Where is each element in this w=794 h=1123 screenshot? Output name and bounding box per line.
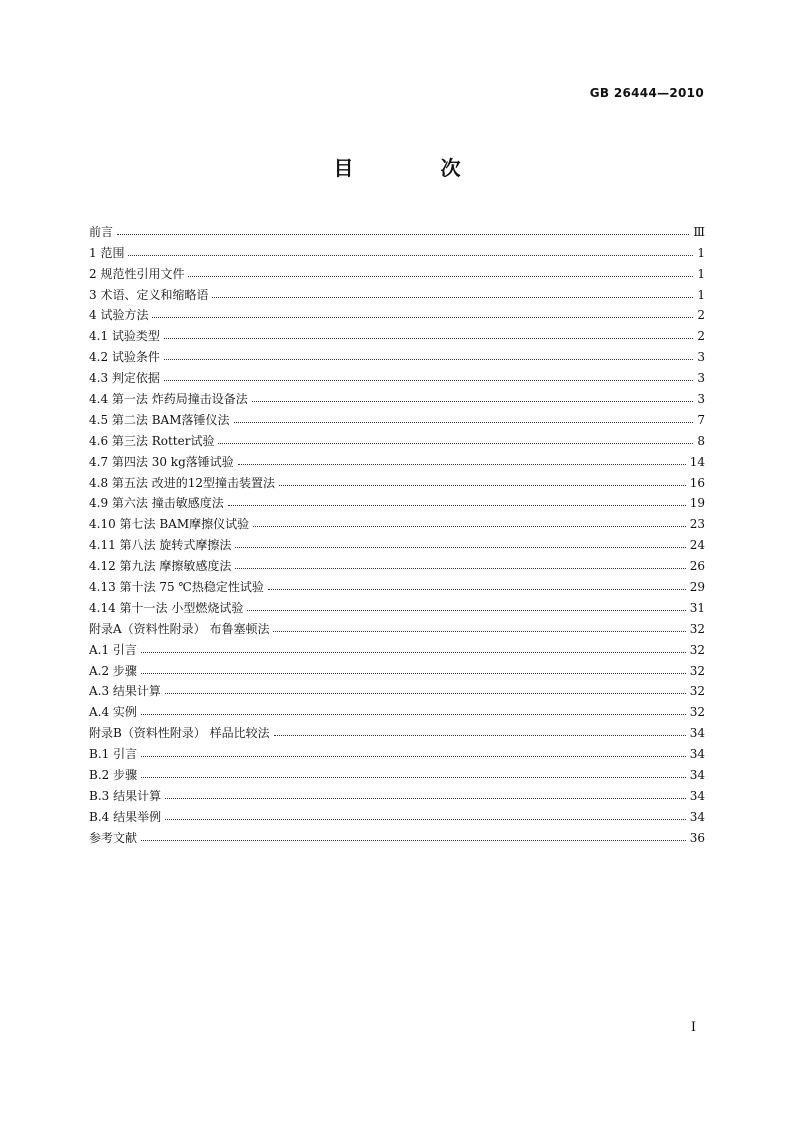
toc-entry[interactable]: [89, 782, 705, 803]
toc-entry-page: 1: [697, 266, 705, 281]
toc-entry-page: 34: [689, 788, 705, 803]
toc-entry-label: A.1 引言: [89, 642, 137, 657]
toc-entry-page: 29: [689, 580, 705, 595]
toc-entry-label: 参考文献: [89, 830, 138, 845]
toc-entry-page: 1: [697, 245, 705, 260]
toc-entry[interactable]: [89, 448, 705, 469]
toc-entry[interactable]: [89, 510, 705, 531]
toc-entry[interactable]: [89, 657, 705, 678]
toc-entry-page: Ⅲ: [693, 224, 705, 239]
toc-entry[interactable]: [89, 260, 705, 281]
toc-dot-leader: [212, 297, 693, 298]
toc-entry-label: 4.7 第四法 30 kg落锤试验: [89, 454, 234, 469]
toc-entry-page: 32: [689, 621, 705, 636]
toc-entry-label: 4.12 第九法 摩擦敏感度法: [89, 559, 232, 574]
toc-entry-label: 4.4 第一法 炸药局撞击设备法: [89, 392, 248, 407]
toc-dot-leader: [253, 526, 686, 527]
toc-entry-page: 34: [689, 809, 705, 824]
toc-entry-label: 附录B（资料性附录） 样品比较法: [89, 726, 270, 741]
toc-entry-page: 36: [689, 830, 705, 845]
toc-entry[interactable]: [89, 803, 705, 824]
page-number: Ⅰ: [690, 1020, 696, 1035]
toc-entry-label: A.3 结果计算: [89, 684, 161, 699]
toc-entry[interactable]: [89, 427, 705, 448]
toc-entry[interactable]: [89, 385, 705, 406]
toc-dot-leader: [164, 338, 693, 339]
toc-dot-leader: [273, 631, 685, 632]
toc-dot-leader: [165, 693, 686, 694]
toc-entry-page: 8: [697, 433, 705, 448]
toc-entry[interactable]: [89, 531, 705, 552]
toc-entry-page: 3: [697, 392, 705, 407]
toc-entry-page: 14: [689, 454, 705, 469]
toc-entry-page: 24: [689, 538, 705, 553]
toc-entry-label: 4.14 第十一法 小型燃烧试验: [89, 600, 244, 615]
toc-dot-leader: [268, 589, 686, 590]
standard-number: GB 26444—2010: [589, 86, 704, 100]
toc-entry[interactable]: [89, 824, 705, 845]
toc-entry-label: B.1 引言: [89, 747, 138, 762]
toc-entry[interactable]: [89, 698, 705, 719]
toc-dot-leader: [218, 443, 693, 444]
toc-entry[interactable]: [89, 761, 705, 782]
toc-entry-page: 3: [697, 350, 705, 365]
toc-dot-leader: [117, 234, 689, 235]
toc-dot-leader: [188, 276, 693, 277]
toc-dot-leader: [128, 255, 693, 256]
toc-entry[interactable]: [89, 343, 705, 364]
toc-entry[interactable]: [89, 239, 705, 260]
toc-entry-label: B.2 步骤: [89, 768, 138, 783]
toc-entry[interactable]: [89, 469, 705, 490]
toc-dot-leader: [164, 380, 693, 381]
toc-dot-leader: [234, 422, 694, 423]
toc-entry-label: 4.8 第五法 改进的12型撞击装置法: [89, 475, 275, 490]
toc-entry-label: A.4 实例: [89, 705, 137, 720]
toc-entry-page: 26: [689, 559, 705, 574]
toc-entry-page: 19: [689, 496, 705, 511]
toc-entry[interactable]: [89, 552, 705, 573]
toc-entry[interactable]: [89, 719, 705, 740]
toc-entry-label: 1 范围: [89, 245, 125, 260]
toc-dot-leader: [252, 401, 693, 402]
toc-entry-page: 32: [689, 642, 705, 657]
toc-dot-leader: [141, 714, 686, 715]
toc-entry-label: 4.3 判定依据: [89, 371, 160, 386]
toc-dot-leader: [235, 547, 685, 548]
toc-entry-label: 4.9 第六法 撞击敏感度法: [89, 496, 224, 511]
toc-entry-page: 34: [689, 768, 705, 783]
toc-entry-label: 4.6 第三法 Rotter试验: [89, 433, 215, 448]
toc-entry[interactable]: [89, 573, 705, 594]
toc-entry-page: 34: [689, 747, 705, 762]
toc-entry[interactable]: [89, 302, 705, 323]
toc-dot-leader: [141, 777, 686, 778]
table-of-contents: [89, 218, 705, 845]
toc-dot-leader: [141, 652, 686, 653]
toc-dot-leader: [164, 359, 693, 360]
toc-entry-label: B.4 结果举例: [89, 809, 162, 824]
toc-entry[interactable]: [89, 636, 705, 657]
toc-dot-leader: [141, 840, 686, 841]
toc-entry-page: 16: [689, 475, 705, 490]
toc-entry[interactable]: [89, 678, 705, 699]
toc-entry[interactable]: [89, 218, 705, 239]
toc-dot-leader: [141, 673, 686, 674]
toc-entry-page: 2: [697, 329, 705, 344]
toc-dot-leader: [274, 735, 686, 736]
toc-entry-label: 4.5 第二法 BAM落锤仪法: [89, 412, 230, 427]
toc-entry[interactable]: [89, 281, 705, 302]
toc-dot-leader: [165, 798, 686, 799]
toc-entry[interactable]: [89, 594, 705, 615]
toc-entry-page: 1: [697, 287, 705, 302]
toc-entry[interactable]: [89, 364, 705, 385]
toc-entry-label: 3 术语、定义和缩略语: [89, 287, 209, 302]
toc-entry-page: 32: [689, 663, 705, 678]
toc-entry-label: 4.10 第七法 BAM摩擦仪试验: [89, 517, 250, 532]
toc-dot-leader: [238, 464, 686, 465]
toc-entry-label: 4 试验方法: [89, 308, 149, 323]
toc-entry-label: 2 规范性引用文件: [89, 266, 185, 281]
toc-entry[interactable]: [89, 615, 705, 636]
toc-entry-page: 32: [689, 684, 705, 699]
toc-title: 目 次: [333, 156, 501, 180]
toc-entry-page: 34: [689, 726, 705, 741]
toc-entry-page: 3: [697, 371, 705, 386]
toc-entry-label: A.2 步骤: [89, 663, 137, 678]
toc-entry-page: 7: [697, 412, 705, 427]
toc-dot-leader: [235, 568, 685, 569]
toc-entry-page: 32: [689, 705, 705, 720]
toc-entry[interactable]: [89, 490, 705, 511]
toc-dot-leader: [228, 505, 686, 506]
toc-entry[interactable]: [89, 740, 705, 761]
toc-entry-page: 23: [689, 517, 705, 532]
toc-entry[interactable]: [89, 322, 705, 343]
toc-entry-label: 前言: [89, 224, 114, 239]
toc-dot-leader: [141, 756, 686, 757]
toc-entry-label: 4.11 第八法 旋转式摩擦法: [89, 538, 232, 553]
toc-dot-leader: [165, 819, 686, 820]
toc-entry-label: B.3 结果计算: [89, 788, 162, 803]
toc-dot-leader: [152, 317, 693, 318]
toc-entry-label: 4.2 试验条件: [89, 350, 160, 365]
toc-entry-label: 附录A（资料性附录） 布鲁塞顿法: [89, 621, 270, 636]
toc-entry-label: 4.13 第十法 75 ℃热稳定性试验: [89, 580, 264, 595]
toc-entry-label: 4.1 试验类型: [89, 329, 160, 344]
toc-entry-page: 31: [689, 600, 705, 615]
toc-entry[interactable]: [89, 406, 705, 427]
toc-entry-page: 2: [697, 308, 705, 323]
toc-dot-leader: [247, 610, 685, 611]
toc-dot-leader: [279, 485, 686, 486]
